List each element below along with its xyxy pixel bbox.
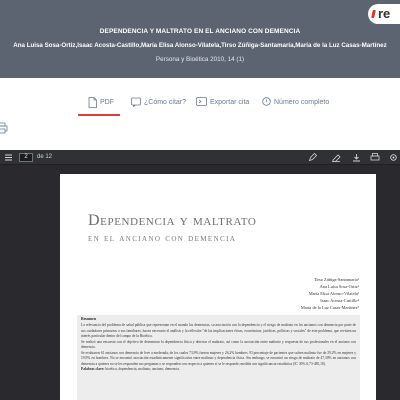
site-logo[interactable]: [368, 4, 400, 24]
article-header: [0, 0, 400, 78]
document-author: Ana Luisa Sosa-Ortiz²: [319, 284, 359, 289]
abstract-heading: Resumen: [81, 317, 96, 321]
document-author: Isaac Acosta-Castillo⁴: [320, 298, 359, 303]
article-authors: Ana Luisa Sosa-Ortiz,Isaac Acosta-Castillo,María Elisa Alonso-Vilatela,Tirso Zúñiga-Santamaría,María de la Luz Casas-Martínez: [13, 42, 387, 49]
document-author: Tirso Zúñiga-Santamaría¹: [313, 277, 359, 282]
action-bar: [0, 78, 400, 150]
number-label: Número completo: [274, 98, 330, 106]
pdf-label: PDF: [100, 98, 114, 106]
document-title: Dependencia y maltrato: [88, 212, 257, 229]
abstract-paragraph: Se realizó una encuesta con el objetivo de determinar la dependencia física y detectar el maltrato, así como la asociación entre maltrato y respuesta de sus profesionales en el anciano con demencia.: [81, 339, 356, 349]
keywords-line: [81, 367, 356, 373]
document-author: María de la Luz Casas-Martínez⁵: [300, 305, 359, 310]
cite-label: ¿Cómo citar?: [144, 98, 187, 106]
quote-icon: [131, 97, 141, 107]
document-author: María Elisa Alonso-Vilatela³: [308, 291, 359, 296]
export-citation-button[interactable]: [196, 94, 249, 110]
document-subtitle: en el anciano con demencia: [88, 233, 237, 244]
print-icon[interactable]: [0, 122, 8, 134]
export-icon: [196, 97, 207, 107]
abstract-box: [77, 315, 360, 400]
abstract-paragraph: La relevancia del problema de salud pública que representan en el mundo las demencias, su asociación con la dependencia y el riesgo de maltrato en los ancianos con demencia por parte de sus cuidadores primarios o sus familiares, hacen necesario el análisis y la reflexión "de las implicaciones éticas, económicas, jurídicas, políticas y sociales" de este problema, que revisten un interés particular dentro del campo de la Bioética.: [81, 323, 356, 338]
full-issue-button[interactable]: [262, 94, 329, 110]
page-count-label: de 12: [37, 154, 53, 160]
pdf-viewer-toolbar: [0, 150, 400, 165]
draw-icon[interactable]: [308, 153, 317, 162]
issue-icon: [262, 97, 271, 107]
pdf-page: [60, 174, 376, 400]
logo-mark-icon: [371, 10, 376, 18]
abstract-paragraph: Se evaluaron 61 ancianos con demencia de leve a moderada, de los cuales 73,9% fueron mujeres y 26,2% hombres. El porcentaje de pacientes que sufren maltrato fue de 29,2% en mujeres y 19,9% en hombres. No se encontró asociación estadísticamente significativa entre maltrato y dependencia física. Sin embargo, se encontró un riesgo de maltrato de 47,30% en ancianos con demencia a quienes no se les responden sus preguntas o se responden con respecto a quienes sí se le responde; medida con significancia estadística (IC 30% 6,73-485,18).: [81, 350, 356, 366]
eraser-icon[interactable]: [331, 153, 341, 162]
journal-citation: Persona y Bioética 2010, 14 (1): [155, 56, 245, 63]
abstract-body: [81, 323, 356, 373]
active-tab-indicator: [78, 114, 120, 116]
sidebar-toggle-icon[interactable]: [4, 153, 13, 162]
pdf-button[interactable]: [88, 94, 114, 110]
settings-gear-icon[interactable]: [389, 153, 398, 162]
keywords-value: bioética, dependencia, maltrato, anciano, demencia.: [105, 367, 180, 371]
cite-button[interactable]: [131, 94, 186, 110]
download-icon[interactable]: [352, 153, 361, 162]
page-number-input[interactable]: 2: [19, 153, 33, 162]
logo-text: re: [378, 6, 391, 21]
export-label: Exportar cita: [210, 98, 250, 106]
keywords-label: Palabras clave:: [81, 367, 105, 371]
print-icon[interactable]: [370, 153, 380, 162]
pdf-viewer-area[interactable]: [0, 165, 400, 400]
article-title: DEPENDENCIA Y MALTRATO EN EL ANCIANO CON DEMENCIA: [99, 28, 301, 35]
pdf-icon: [88, 97, 97, 108]
